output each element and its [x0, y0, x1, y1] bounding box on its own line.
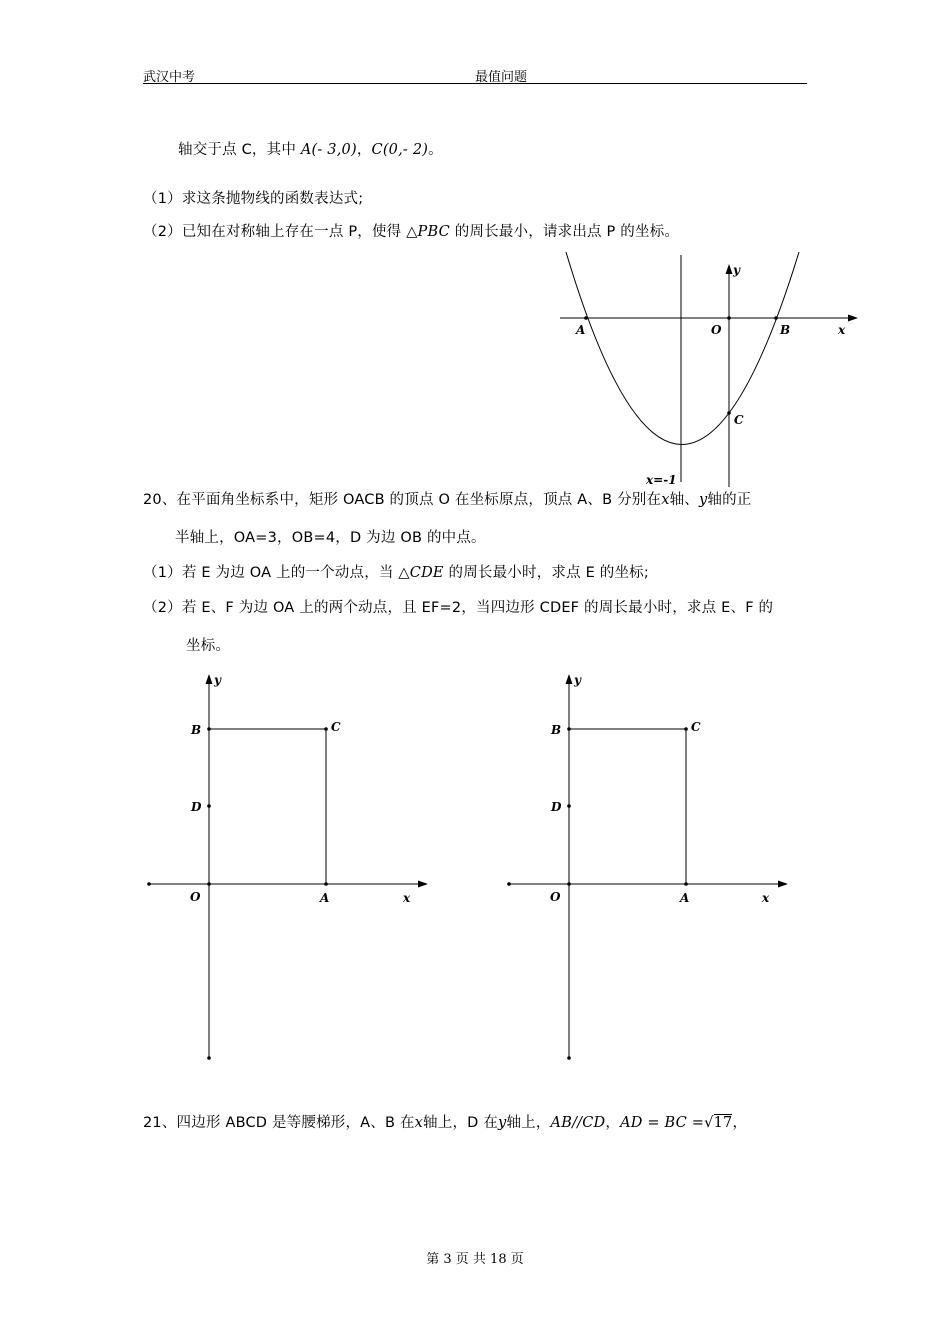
label-d: D [191, 800, 202, 814]
label-c: C [734, 413, 744, 427]
q20-part2-line2: 坐标。 [186, 638, 231, 654]
q21-mid2: 轴上， [506, 1115, 551, 1131]
label-o: O [711, 323, 722, 337]
label-x: x [762, 891, 770, 905]
q20-x-var: x [661, 492, 670, 508]
q21-parallel: AB//CD [550, 1115, 606, 1131]
label-b: B [551, 723, 562, 737]
label-c: C [691, 720, 701, 734]
q21-text: 21、四边形 ABCD 是等腰梯形，A、B 在 [143, 1115, 415, 1131]
q21-end: ， [732, 1115, 748, 1131]
q20-line1-text: 20、在平面角坐标系中，矩形 OACB 的顶点 O 在坐标原点，顶点 A、B 分别在 [143, 492, 662, 508]
label-y: y [733, 263, 740, 277]
x-axis-arrow [778, 881, 788, 888]
q21-y-var: y [498, 1115, 507, 1131]
q20-line2: 半轴上，OA=3，OB=4，D 为边 OB 的中点。 [175, 530, 486, 546]
header-center: 最值问题 [475, 70, 528, 85]
q20-triangle-cde: △CDE [398, 565, 444, 581]
label-symmetry: x=-1 [646, 473, 677, 487]
q19-sep: ， [356, 142, 372, 158]
q21-sqrt-value: 17 [713, 1115, 733, 1131]
q19-intro-text: 轴交于点 C，其中 [178, 142, 297, 158]
q19-part2-rest: 的周长最小，请求出点 P 的坐标。 [454, 224, 680, 240]
q19-point-a: A(- 3,0) [300, 142, 357, 158]
q20-line1-end: 轴的正 [707, 492, 752, 508]
q19-point-c: C(0,- 2) [371, 142, 429, 158]
axis-end-dot [507, 882, 511, 886]
label-a: A [680, 891, 690, 905]
point-a-dot [684, 882, 688, 886]
q20-part2-line1: （2）若 E、F 为边 OA 上的两个动点，且 EF=2，当四边形 CDEF 的周长最小时，求点 E、F 的 [143, 600, 774, 616]
q21-equal-sides: AD = BC = [620, 1115, 705, 1131]
q21-mid1: 轴上，D 在 [423, 1115, 499, 1131]
label-y: y [214, 673, 221, 687]
label-o: O [190, 890, 201, 904]
label-x: x [838, 323, 846, 337]
label-c: C [331, 720, 341, 734]
point-b-dot [567, 727, 571, 731]
q19-triangle-pbc: △PBC [406, 224, 450, 240]
point-o-dot [567, 882, 571, 886]
label-y: y [574, 673, 581, 687]
q19-end: 。 [428, 142, 443, 158]
q19-part2-text: （2）已知在对称轴上存在一点 P，使得 [143, 224, 402, 240]
label-x: x [403, 891, 411, 905]
q21-x-var: x [414, 1115, 424, 1131]
q21-line1 [143, 1111, 747, 1132]
q20-part1-rest: 的周长最小时，求点 E 的坐标; [448, 565, 649, 581]
point-c-dot [684, 727, 688, 731]
label-b: B [191, 723, 202, 737]
y-axis-arrow [566, 674, 573, 684]
page-footer: 第 3 页 共 18 页 [426, 1252, 524, 1267]
label-a: A [576, 323, 586, 337]
label-o: O [550, 890, 561, 904]
header-left: 武汉中考 [143, 70, 196, 85]
q20-y-var: y [698, 492, 708, 508]
label-a: A [320, 891, 330, 905]
label-d: D [551, 800, 562, 814]
sqrt-symbol: √ [704, 1115, 714, 1131]
q19-part1: （1）求这条抛物线的函数表达式; [143, 191, 364, 207]
label-b: B [780, 323, 791, 337]
q20-part1-text: （1）若 E 为边 OA 上的一个动点，当 [143, 565, 394, 581]
point-d-dot [567, 804, 571, 808]
axis-end-dot [567, 1056, 571, 1060]
q20-line1-mid: 轴、 [669, 492, 699, 508]
q21-sep: ， [605, 1115, 621, 1131]
